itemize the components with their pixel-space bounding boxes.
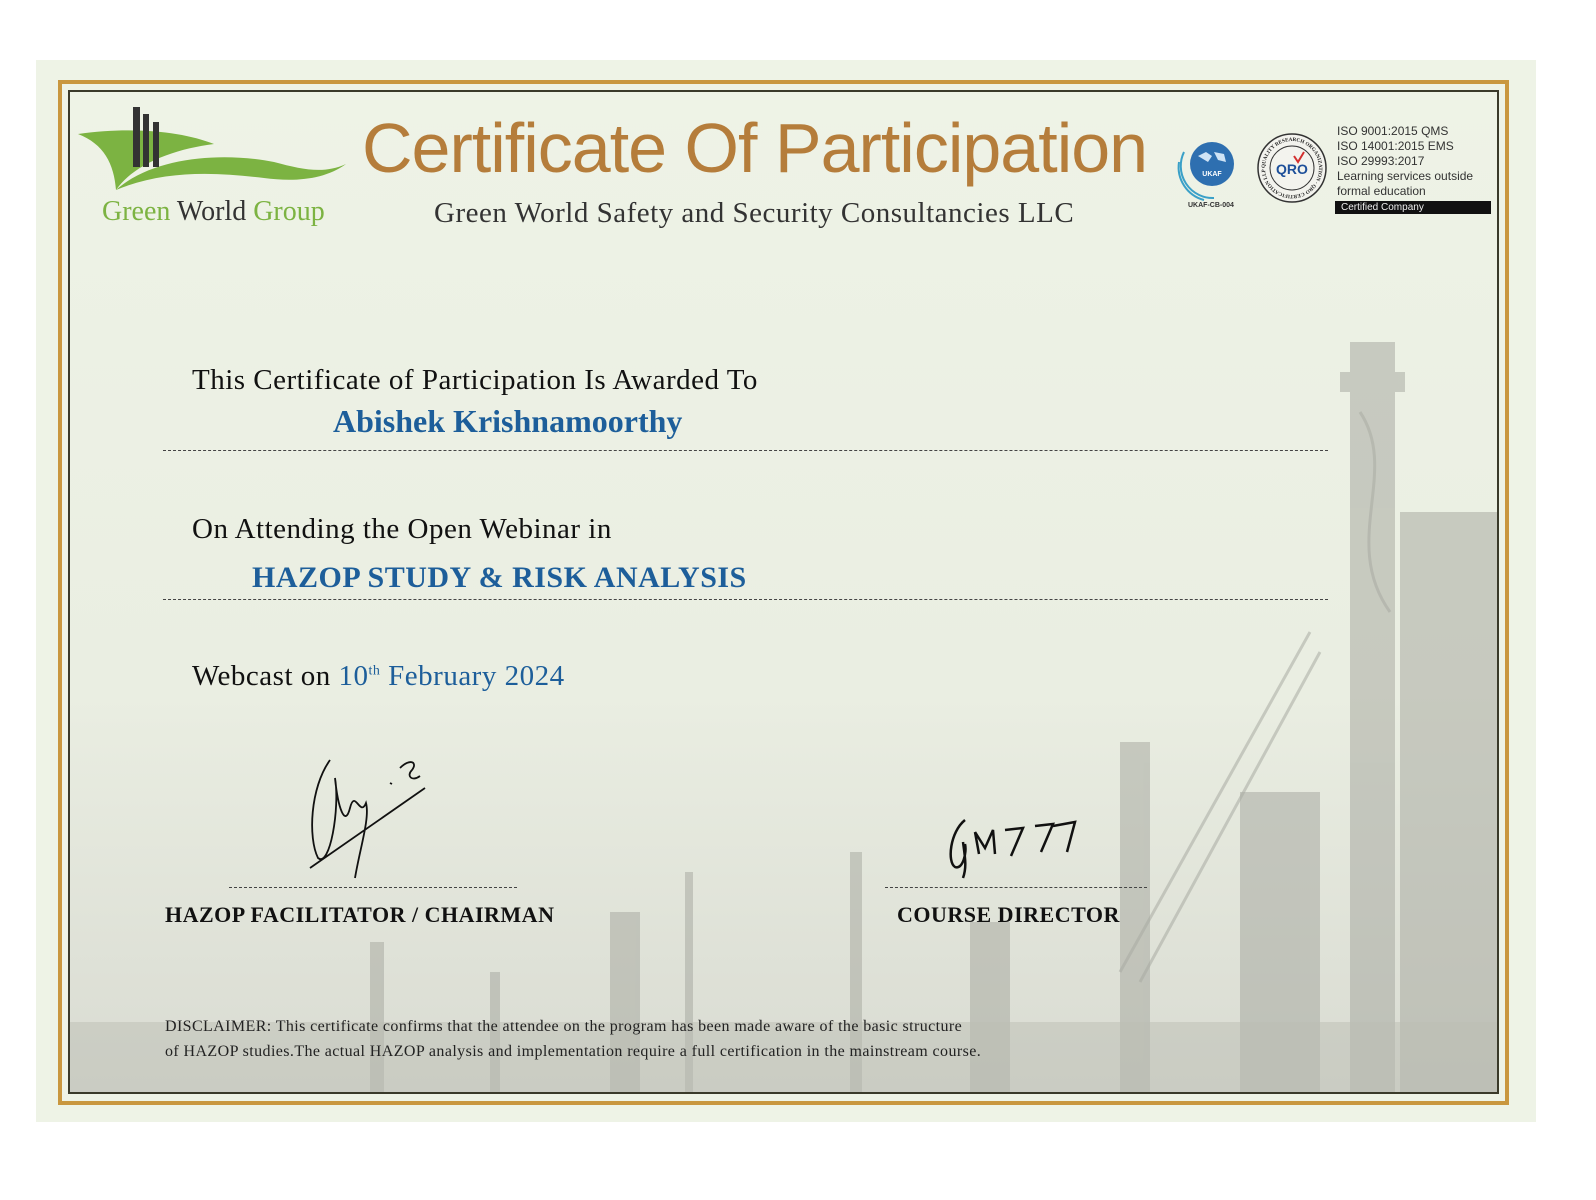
- director-signature: [945, 812, 1085, 882]
- certified-company-badge: Certified Company: [1335, 201, 1491, 214]
- signature-line: [885, 887, 1147, 888]
- green-world-group-logo: [74, 104, 349, 194]
- disclaimer-line: DISCLAIMER: This certificate confirms that the attendee on the program has been made aware of the basic structure: [165, 1018, 963, 1035]
- recipient-name: Abishek Krishnamoorthy: [333, 403, 683, 439]
- iso-certifications: [1337, 124, 1473, 199]
- company-name: Green World Safety and Security Consultancies LLC: [434, 197, 1075, 229]
- director-role: COURSE DIRECTOR: [897, 902, 1120, 927]
- webcast-prefix: Webcast on: [192, 660, 331, 692]
- iso-line: Learning services outside: [1337, 169, 1474, 183]
- disclaimer-line: of HAZOP studies.The actual HAZOP analysis and implementation require a full certification in the mainstream course.: [165, 1043, 982, 1060]
- logo-word-green: Green: [102, 196, 171, 227]
- iso-line: ISO 29993:2017: [1337, 154, 1425, 168]
- logo-word-group: Group: [253, 196, 325, 227]
- ukaf-code: UKAF-CB-004: [1188, 202, 1234, 209]
- chairman-role: HAZOP FACILITATOR / CHAIRMAN: [165, 902, 555, 927]
- qro-certification-seal: [1256, 132, 1328, 204]
- iso-line: ISO 9001:2015 QMS: [1337, 124, 1449, 138]
- chairman-signature: [300, 748, 435, 888]
- date-day: 10: [338, 660, 369, 692]
- attending-label: On Attending the Open Webinar in: [192, 513, 612, 545]
- signature-line: [229, 887, 517, 888]
- iso-line: ISO 14001:2015 EMS: [1337, 139, 1454, 153]
- logo-word-world: World: [176, 196, 247, 227]
- logo-text: [102, 196, 325, 228]
- qro-label: QRO: [1276, 161, 1308, 177]
- course-title: HAZOP STUDY & RISK ANALYSIS: [252, 561, 747, 594]
- webcast-line: [192, 660, 565, 693]
- ukaf-label: UKAF: [1202, 171, 1222, 178]
- date-suffix: th: [368, 663, 381, 679]
- webcast-date: [339, 660, 565, 692]
- disclaimer: [165, 1014, 981, 1064]
- ukaf-globe-logo: [1174, 132, 1246, 202]
- awarded-label: This Certificate of Participation Is Awarded To: [192, 364, 758, 396]
- certificate-title: Certificate Of Participation: [362, 109, 1148, 187]
- date-month-year: February 2024: [388, 660, 565, 692]
- iso-line: formal education: [1337, 184, 1426, 198]
- divider: [163, 450, 1328, 451]
- qro-ring-textpath: QUALITY RESEARCH ORGANIZATION · QRO CERTIFICATION LLP: [1260, 136, 1324, 200]
- divider: [163, 599, 1328, 600]
